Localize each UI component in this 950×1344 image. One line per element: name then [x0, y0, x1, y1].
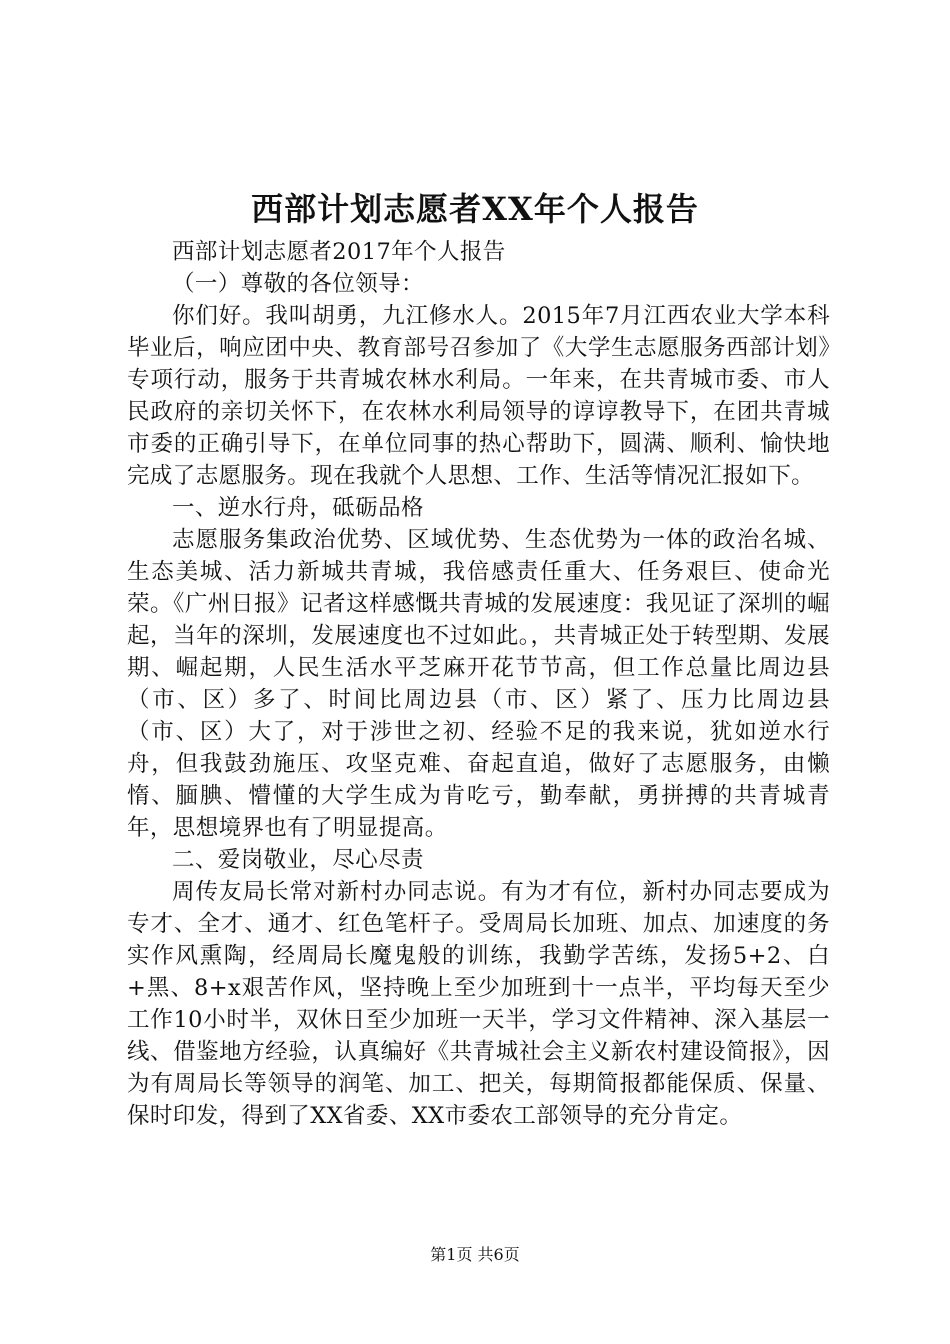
section-heading-1: 一、逆水行舟，砥砺品格 [172, 495, 424, 521]
paragraph-section-2: 周传友局长常对新村办同志说。有为才有位，新村办同志要成为专才、全才、通才、红色笔杆子。受周局长加班、加点、加速度的务实作风熏陶，经周局长魔鬼般的训练，我勤学苦练，发扬5+2、白+黑、8+x艰苦作风，坚持晚上至少加班到十一点半，平均每天至少工作10小时半，双休日至少加班一天半，学习文件精神、深入基层一线、借鉴地方经验，认真编好《共青城社会主义新农村建设简报》，因为有周局长等领导的润笔、加工、把关，每期简报都能保质、保量、保时印发，得到了XX省委、XX市委农工部领导的充分肯定。 [127, 879, 830, 1129]
document-body [127, 236, 830, 1132]
paragraph-section-1: 志愿服务集政治优势、区域优势、生态优势为一体的政治名城、生态美城、活力新城共青城，我倍感责任重大、任务艰巨、使命光荣。《广州日报》记者这样感慨共青城的发展速度：我见证了深圳的崛起，当年的深圳，发展速度也不过如此。，共青城正处于转型期、发展期、崛起期，人民生活水平芝麻开花节节高，但工作总量比周边县（市、区）多了、时间比周边县（市、区）紧了、压力比周边县（市、区）大了，对于涉世之初、经验不足的我来说，犹如逆水行舟，但我鼓劲施压、攻坚克难、奋起直追，做好了志愿服务，由懒惰、腼腆、懵懂的大学生成为肯吃亏，勤奉献，勇拼搏的共青城青年，思想境界也有了明显提高。 [127, 527, 830, 841]
paragraph-salutation: （一）尊敬的各位领导： [172, 271, 424, 297]
section-heading-2: 二、爱岗敬业，尽心尽责 [172, 847, 424, 873]
document-title: 西部计划志愿者XX年个人报告 [251, 190, 699, 228]
paragraph-subtitle: 西部计划志愿者2017年个人报告 [172, 239, 506, 265]
paragraph-intro: 你们好。我叫胡勇，九江修水人。2015年7月江西农业大学本科毕业后，响应团中央、教育部号召参加了《大学生志愿服务西部计划》专项行动，服务于共青城农林水利局。一年来，在共青城市委、市人民政府的亲切关怀下，在农林水利局领导的谆谆教导下，在团共青城市委的正确引导下，在单位同事的热心帮助下，圆满、顺利、愉快地完成了志愿服务。现在我就个人思想、工作、生活等情况汇报如下。 [127, 303, 830, 489]
page-footer: 第1页 共6页 [430, 1245, 520, 1264]
